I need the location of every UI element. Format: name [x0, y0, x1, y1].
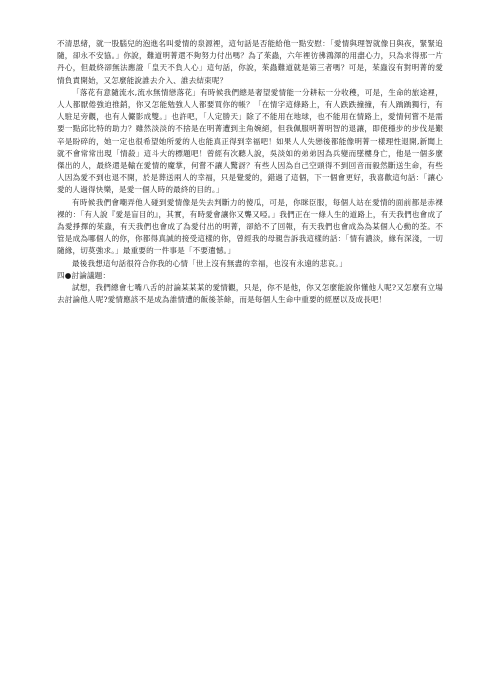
paragraph-2: 「落花有意隨流水,流水無情戀落花」有時候我們總是奢望愛情能一分耕耘一分收穫，可是，生命的旅途裡，人人都厭倦強迫推銷，你又怎能勉強人人都要買你的帳？「在情字這條路上，有人跌跌撞撞，有人踽踽獨行，有人駐足旁觀，也有人儼影成雙。」也許吧，「人定勝天」除了不能用在地球，也不能用在情路上，愛情何嘗不是需要一點邱比特的助力？雖然淡淡的不捨是在明菁遭到主角婉絕，但我佩服明菁明智的退讓，即使穩步的步伐是艱辛是盼碎的，她一定也很希望她所愛的人也能真正得到幸福吧！如果人人失戀後都能像明菁一樣理性退開,新聞上就不會常常出現「情殺」這斗大的標題吧！曾經有次聽人說，吳淡如的弟弟因為兵變而墜樓身亡，他是一個多麼傑出的人，最終還是輸在愛情的魔掌，何嘗不讓人驚訝？有些人因為自己空頭得不到回音而毅然斷送生命，有些人因為愛不到也退不開，於是葬送兩人的幸福，只是覺愛的，錯過了這個，下一個會更好，我喜歡這句話：「讓心愛的人過得快樂，是愛一個人時的最終的目的。」: [57, 87, 443, 195]
paragraph-5: 試想，我們總會七嘴八舌的討論某某某的愛情觀，只是，你不是他，你又怎麼能說你懂他人呢?又怎麼有立場去討論他人呢?愛情應該不是成為誰情遭的飯後茶餘，而是每個人生命中重要的經歷以及成長吧！: [57, 283, 443, 305]
document-page: [57, 38, 443, 306]
paragraph-4: 最後我想這句話很符合你我的心情「世上沒有無盡的幸福，也沒有永遠的悲哀。」: [72, 258, 347, 268]
section-heading-discussion: 四●討論議題：: [57, 270, 111, 280]
paragraph-3: 有時候我們會嘲弄他人碰到愛情像是失去判斷力的傻瓜，可是，你眯臣服，每個人站在愛情的面前都是赤裸裸的：「有人說『愛是盲目的』，其實，有時愛會讓你又聾又啞。」我們正在一條人生的道路上，有天我們也會成了為愛掙擇的茱蟲，有天我們也會成了為愛付出的明菁，卻給不了回報，有天我們也會成為為某個人心動的荃。不管是成為哪個人的你，你都得真誠的接受這樣的你，曾經我的母親告訴我這樣的話：「情有濃淡，緣有深淺，一切隨緣，切莫強求。」最重要的一件事是「不要遺憾。」: [57, 197, 443, 256]
paragraph-1: 不清思緒，就一股腦兒的泡進名叫愛情的泉源裡，這句話是否能給他一點安慰：「愛情與理智就像日與夜，緊緊追隨，卻永不安協。」你說，難道明菁還不夠努力付出嗎？為了茱蟲，六年裡彷彿鴻澤的用盡心力，只為求得那一片丹心，但最終卻無法應證「皇天不負人心」這句話，你說，茱蟲難道就是第三者嗎？可是，茱蟲沒有對明菁的愛情負責開始，又怎麼能說誰去介入、誰去結束呢？: [57, 39, 443, 85]
